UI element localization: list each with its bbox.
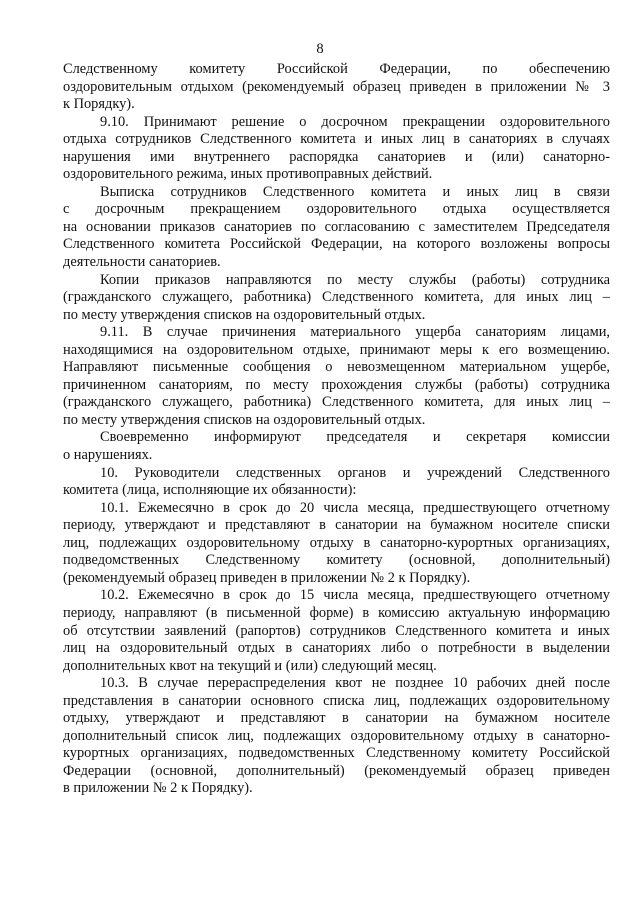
text-line: комитета (лица, исполняющие их обязанности): — [63, 482, 357, 499]
text-line: дополнительных квот на текущий и (или) следующий месяц. — [63, 657, 437, 674]
text-line: на основании приказов санаториев по согласованию с заместителем Председателя — [63, 218, 610, 235]
text-line: (рекомендуемый образец приведен в приложении № 2 к Порядку). — [63, 569, 471, 586]
text-line: Копии приказов направляются по месту службы (работы) сотрудника — [100, 271, 610, 288]
page-number: 8 — [316, 41, 324, 57]
text-line: представления в санатории основного списка лиц, подлежащих оздоровительному — [63, 692, 610, 709]
text-line: Следственного комитета Российской Федерации, на которого возложены вопросы — [63, 236, 610, 253]
text-line: лиц на оздоровительный отдых в санаториях либо о потребности в выделении — [63, 640, 610, 657]
text-line: Направляют письменные сообщения о невозмещенном материальном ущербе, — [63, 359, 610, 376]
text-line: причиненном санаториям, по месту прохождения службы (работы) сотрудника — [63, 376, 610, 393]
text-line: отдыху, утверждают и представляют в санатории на бумажном носителе — [63, 710, 610, 727]
text-line: в приложении № 2 к Порядку). — [63, 780, 253, 797]
text-line: к Порядку). — [63, 96, 135, 113]
text-line: периоду, утверждают и представляют в санатории на бумажном носителе списки — [63, 517, 610, 534]
text-line: с досрочным прекращением оздоровительного отдыха осуществляется — [63, 201, 610, 218]
text-line: 10.1. Ежемесячно в срок до 20 числа месяца, предшествующего отчетному — [100, 499, 610, 516]
text-line: Своевременно информируют председателя и секретаря комиссии — [100, 429, 610, 446]
text-line: 10.3. В случае перераспределения квот не позднее 10 рабочих дней после — [100, 675, 610, 692]
text-line: находящимися на оздоровительном отдыхе, принимают меры к его возмещению. — [63, 341, 610, 358]
text-line: Выписка сотрудников Следственного комитета и иных лиц в связи — [100, 183, 610, 200]
text-line: периоду, направляют (в письменной форме) в комиссию актуальную информацию — [63, 604, 610, 621]
text-line: оздоровительного режима, иных противоправных действий. — [63, 166, 433, 183]
text-line: 9.10. Принимают решение о досрочном прекращении оздоровительного — [100, 113, 610, 130]
text-line: об отсутствии заявлений (рапортов) сотрудников Следственного комитета и иных — [63, 622, 610, 639]
text-line: нарушения ими внутреннего распорядка санаториев и (или) санаторно- — [63, 148, 610, 165]
text-line: подведомственных Следственному комитету (основной, дополнительный) — [63, 552, 610, 569]
text-line: отдыха сотрудников Следственного комитета и иных лиц в санаториях в случаях — [63, 131, 610, 148]
text-line: оздоровительным отдыхом (рекомендуемый образец приведен в приложении № 3 — [63, 78, 610, 95]
text-line: Федерации (основной, дополнительный) (рекомендуемый образец приведен — [63, 762, 610, 779]
text-line: (гражданского служащего, работника) Следственного комитета, для иных лиц – — [63, 394, 610, 411]
text-line: лиц, подлежащих оздоровительному отдыху в санаторно-курортных организациях, — [63, 534, 610, 551]
text-line: 10. Руководители следственных органов и учреждений Следственного — [100, 464, 610, 481]
text-line: курортных организациях, подведомственных Следственному комитету Российской — [63, 745, 610, 762]
text-line: дополнительный список лиц, подлежащих оздоровительному отдыху в санаторно- — [63, 727, 610, 744]
text-line: 10.2. Ежемесячно в срок до 15 числа месяца, предшествующего отчетному — [100, 587, 610, 604]
text-line: по месту утверждения списков на оздоровительный отдых. — [63, 411, 426, 428]
document-body — [63, 61, 610, 798]
text-line: деятельности санаториев. — [63, 254, 221, 271]
text-line: 9.11. В случае причинения материального ущерба санаториям лицами, — [100, 324, 610, 341]
text-line: Следственному комитету Российской Федерации, по обеспечению — [63, 61, 610, 77]
text-line: (гражданского служащего, работника) Следственного комитета, для иных лиц – — [63, 289, 610, 306]
text-line: о нарушениях. — [63, 447, 153, 464]
text-line: по месту утверждения списков на оздоровительный отдых. — [63, 306, 426, 323]
